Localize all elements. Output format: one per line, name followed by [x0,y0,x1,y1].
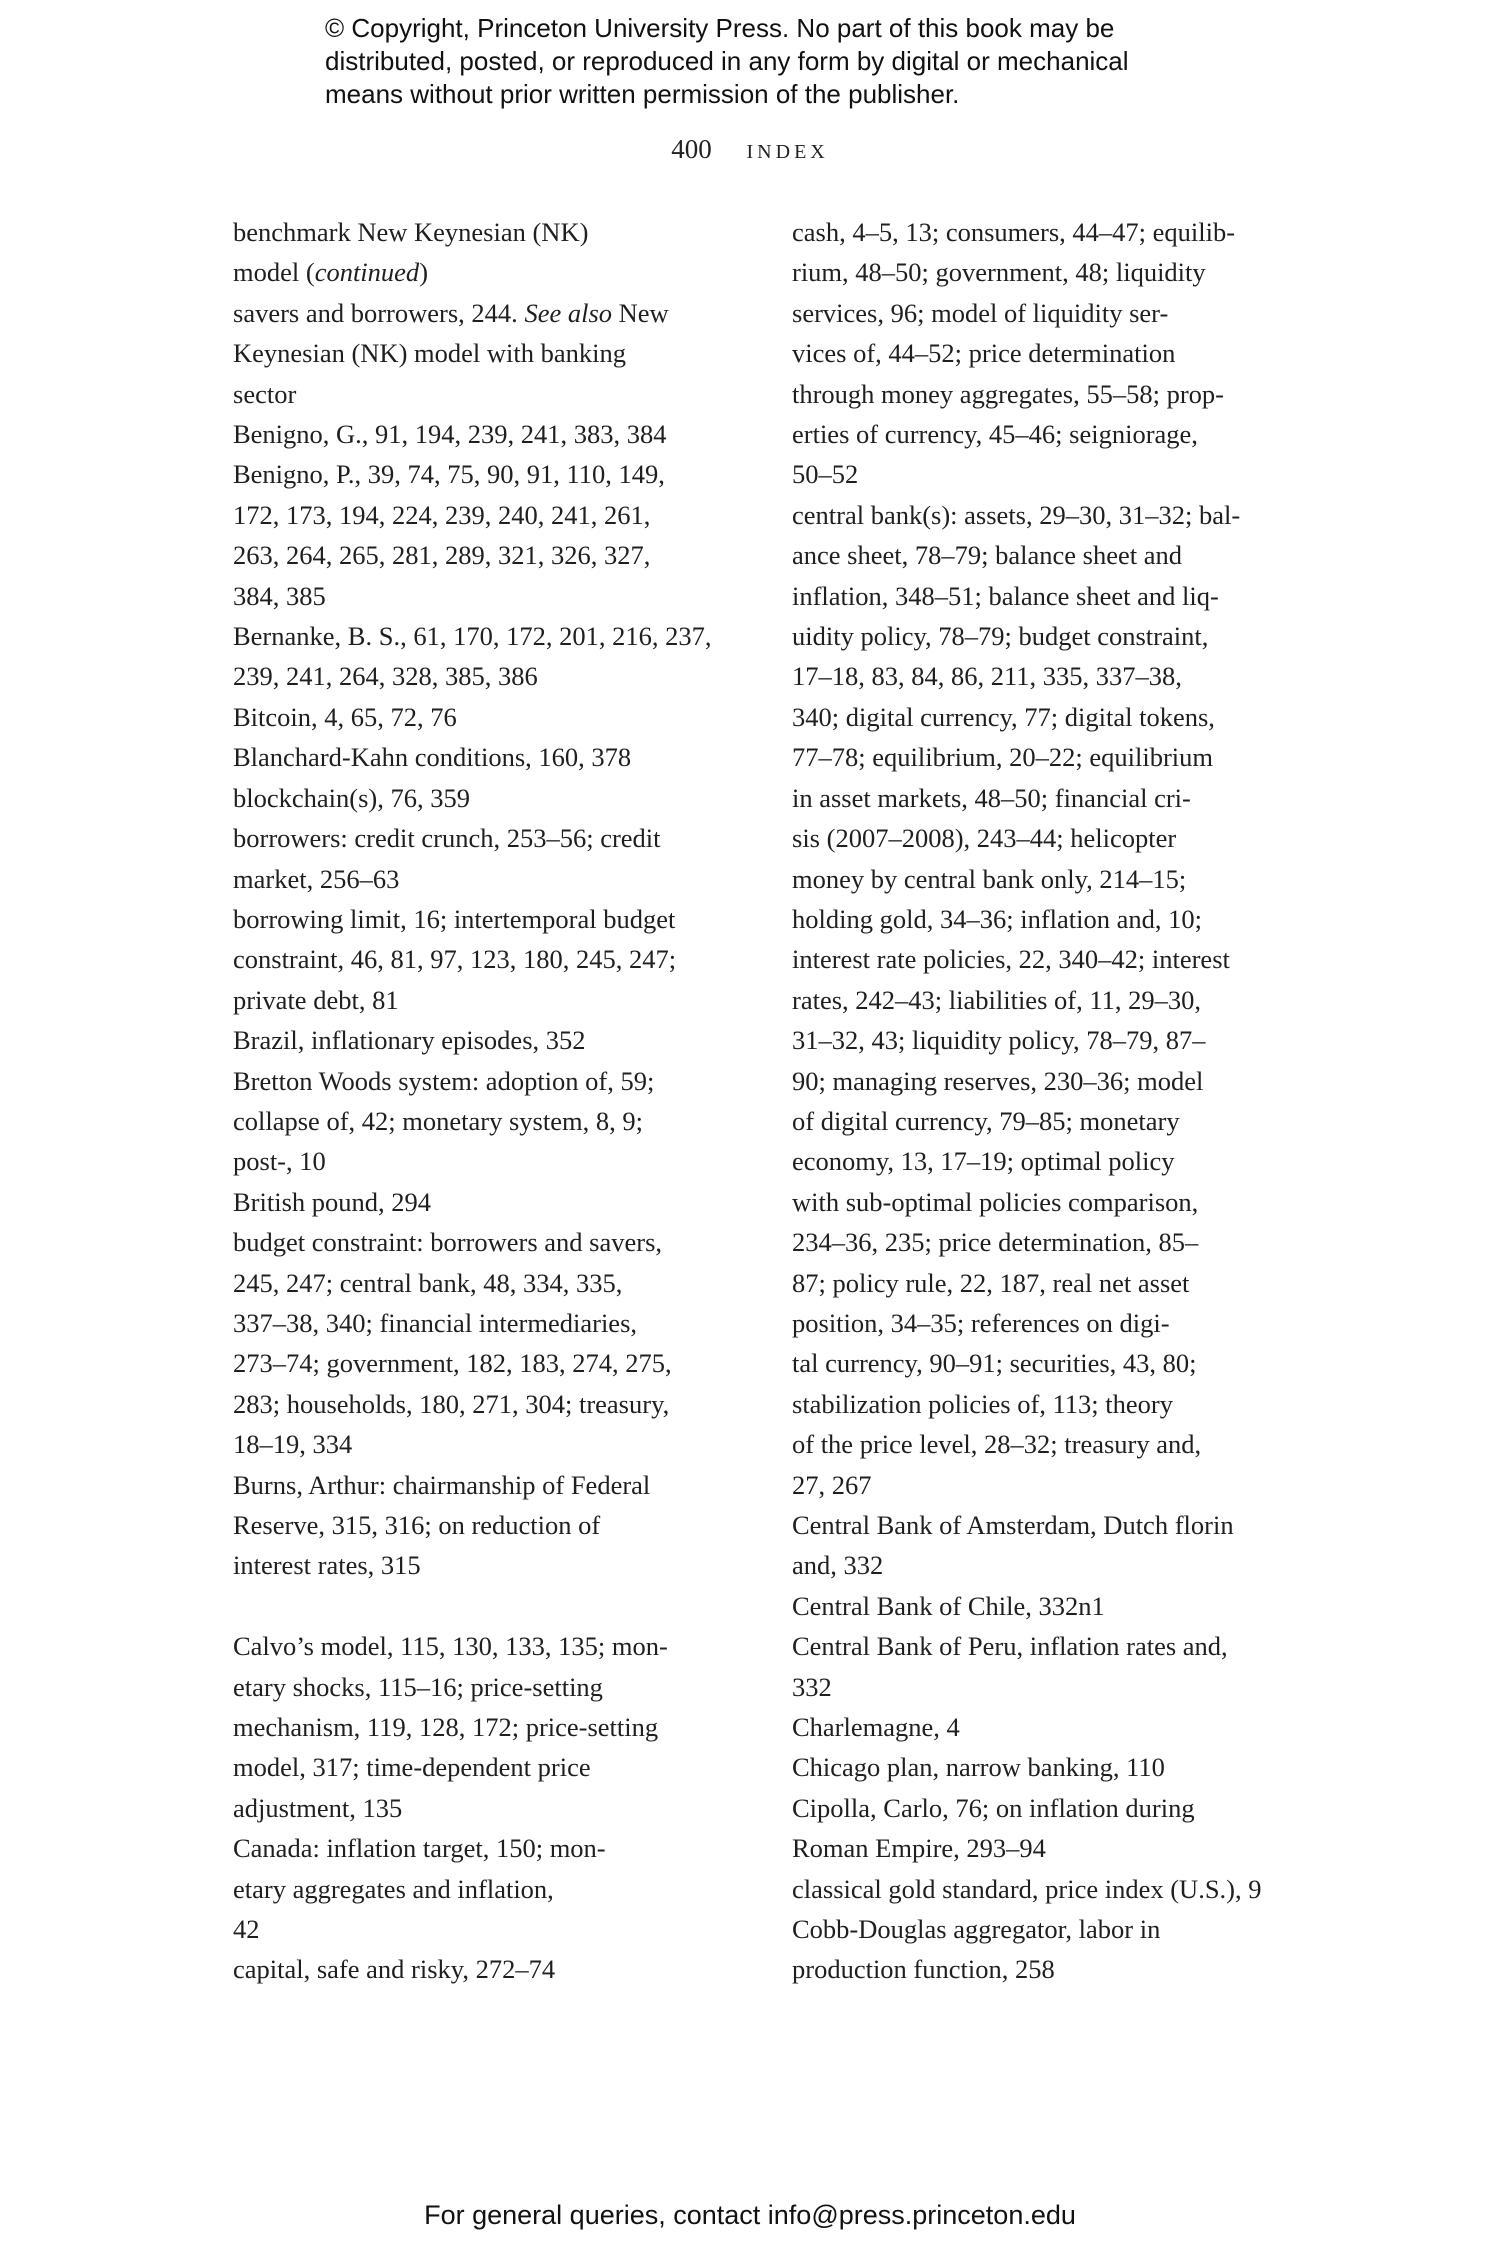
index-entry-continuation: savers and borrowers, 244. See also New [233,297,669,328]
index-entry [233,1020,753,1060]
index-entry-continuation: ance sheet, 78–79; balance sheet and [792,540,1182,571]
index-entry-continuation: Keynesian (NK) model with banking [233,338,626,369]
index-entry-continuation: rium, 48–50; government, 48; liquidity [792,257,1206,288]
index-entry-heading: Calvo’s model, 115, 130, 133, 135; mon- [233,1631,668,1662]
index-entry-continuation: in asset markets, 48–50; financial cri- [792,782,1191,813]
index-entry-continuation: 27, 267 [792,1469,872,1500]
index-entry [233,414,753,454]
index-entry-continuation: Roman Empire, 293–94 [792,1833,1046,1864]
index-entry-continuation: model, 317; time-dependent price [233,1752,591,1783]
index-entry-continuation: constraint, 46, 81, 97, 123, 180, 245, 247; [233,944,677,975]
index-entry-heading: British pound, 294 [233,1186,432,1217]
index-entry [233,1182,753,1222]
index-entry-continuation: etary shocks, 115–16; price-setting [233,1671,603,1702]
section-title: INDEX [746,141,829,163]
index-entry-continuation: 283; households, 180, 271, 304; treasury, [233,1388,670,1419]
index-entry-continuation: 263, 264, 265, 281, 289, 321, 326, 327, [233,540,651,571]
index-entry [233,1465,753,1586]
index-entry-heading: Cipolla, Carlo, 76; on inflation during [792,1792,1195,1823]
index-entry [792,1869,1292,1909]
index-entry-heading: Charlemagne, 4 [792,1712,960,1743]
index-entry-continuation: etary aggregates and inflation, [233,1873,554,1904]
index-entry-continuation: production function, 258 [792,1954,1055,1985]
index-entry [792,1707,1292,1747]
index-entry-heading: Benigno, P., 39, 74, 75, 90, 91, 110, 149, [233,459,665,490]
index-entry-continuation: mechanism, 119, 128, 172; price-setting [233,1712,659,1743]
index-entry [233,1828,753,1949]
running-head [0,134,1500,165]
index-entry [792,495,1292,1505]
index-entry-heading: Blanchard-Kahn conditions, 160, 378 [233,742,632,773]
index-entry-continuation: 90; managing reserves, 230–36; model [792,1065,1204,1096]
index-entry-heading: Central Bank of Chile, 332n1 [792,1590,1105,1621]
footer-contact: For general queries, contact info@press.princeton.edu [424,2200,1076,2230]
index-entry-heading: Benigno, G., 91, 194, 239, 241, 383, 384 [233,419,667,450]
index-entry-continuation: 31–32, 43; liquidity policy, 78–79, 87– [792,1025,1206,1056]
index-entry-continuation: 245, 247; central bank, 48, 334, 335, [233,1267,623,1298]
index-entry-continuation: 340; digital currency, 77; digital tokens, [792,701,1215,732]
copyright-line: © Copyright, Princeton University Press. No part of this book may be [325,13,1115,43]
index-entry-continuation: sector [233,378,297,409]
index-entry-continuation: and, 332 [792,1550,884,1581]
index-entry-continuation: interest rates, 315 [233,1550,421,1581]
index-entry-continuation: model (continued) [233,257,429,288]
index-entry-continuation: uidity policy, 78–79; budget constraint, [792,621,1209,652]
index-entry-continuation: services, 96; model of liquidity ser- [792,297,1169,328]
index-entry-heading: cash, 4–5, 13; consumers, 44–47; equilib- [792,217,1236,247]
index-entry [792,1626,1292,1707]
index-entry-continuation: private debt, 81 [233,984,399,1015]
index-entry-continuation: erties of currency, 45–46; seigniorage, [792,419,1198,450]
index-entry-continuation: economy, 13, 17–19; optimal policy [792,1146,1175,1177]
index-entry-heading: Chicago plan, narrow banking, 110 [792,1752,1165,1783]
index-entry-continuation: money by central bank only, 214–15; [792,863,1187,894]
index-column-right [792,212,1292,1990]
index-entry-continuation: 172, 173, 194, 224, 239, 240, 241, 261, [233,499,651,530]
index-entry-continuation: interest rate policies, 22, 340–42; interest [792,944,1230,975]
index-entry-continuation: tal currency, 90–91; securities, 43, 80; [792,1348,1197,1379]
index-entry-continuation: sis (2007–2008), 243–44; helicopter [792,823,1177,854]
index-entry-heading: borrowers: credit crunch, 253–56; credit [233,823,661,854]
index-entry-heading: borrowing limit, 16; intertemporal budget [233,903,676,934]
index-entry [233,1949,753,1989]
index-entry-continuation: Reserve, 315, 316; on reduction of [233,1510,601,1540]
index-entry [792,1586,1292,1626]
index-entry-continuation: 18–19, 334 [233,1429,353,1460]
index-entry-continuation: market, 256–63 [233,863,400,894]
index-entry-continuation: holding gold, 34–36; inflation and, 10; [792,903,1202,934]
index-entry-heading: Bretton Woods system: adoption of, 59; [233,1065,655,1096]
index-entry-continuation: 384, 385 [233,580,326,611]
index-entry-continuation: 50–52 [792,459,859,490]
index-entry-continuation: vices of, 44–52; price determination [792,338,1176,369]
index-entry [792,1505,1292,1586]
index-entry [233,1061,753,1182]
index-entry-continuation: 77–78; equilibrium, 20–22; equilibrium [792,742,1214,773]
index-entry-heading: Cobb-Douglas aggregator, labor in [792,1914,1161,1945]
index-entry [233,1626,753,1828]
index-entry-continuation: of digital currency, 79–85; monetary [792,1105,1180,1136]
index-entry-continuation: 17–18, 83, 84, 86, 211, 335, 337–38, [792,661,1182,692]
copyright-line: distributed, posted, or reproduced in any form by digital or mechanical [325,46,1129,76]
index-entry [233,454,753,616]
index-entry-heading: Burns, Arthur: chairmanship of Federal [233,1469,651,1500]
index-entry-heading: budget constraint: borrowers and savers, [233,1227,663,1258]
index-entry [792,1788,1292,1869]
index-entry-continuation: 239, 241, 264, 328, 385, 386 [233,661,538,692]
index-entry-continuation: 273–74; government, 182, 183, 274, 275, [233,1348,672,1379]
index-entry [233,778,753,818]
index-entry-continuation: adjustment, 135 [233,1792,403,1823]
index-entry-continuation: position, 34–35; references on digi- [792,1307,1170,1338]
index-entry-continuation: stabilization policies of, 113; theory [792,1388,1173,1419]
index-entry-heading: classical gold standard, price index (U.S.), 9 [792,1873,1262,1904]
index-entry [792,1909,1292,1990]
index-entry-continuation: post-, 10 [233,1146,326,1177]
page-number: 400 [671,134,712,164]
index-entry-continuation: 234–36, 235; price determination, 85– [792,1227,1199,1258]
index-entry-continuation: through money aggregates, 55–58; prop- [792,378,1224,409]
index-entry [233,697,753,737]
index-entry-continuation: with sub-optimal policies comparison, [792,1186,1199,1217]
index-entry-heading: capital, safe and risky, 272–74 [233,1954,556,1985]
letter-group-gap [233,1586,753,1626]
index-entry-heading: Canada: inflation target, 150; mon- [233,1833,606,1864]
index-entry [792,212,1292,495]
index-entry-heading: central bank(s): assets, 29–30, 31–32; bal- [792,499,1241,530]
index-entry [792,1747,1292,1787]
index-entry-continuation: 337–38, 340; financial intermediaries, [233,1307,638,1338]
index-entry [233,1222,753,1464]
index-entry [233,899,753,1020]
index-entry [233,737,753,777]
index-entry-continuation: of the price level, 28–32; treasury and, [792,1429,1202,1460]
index-entry-heading: Central Bank of Amsterdam, Dutch florin [792,1510,1234,1540]
index-entry-continuation: 42 [233,1914,260,1945]
index-entry-continuation: inflation, 348–51; balance sheet and liq- [792,580,1219,611]
index-entry [233,818,753,899]
index-entry-continuation: rates, 242–43; liabilities of, 11, 29–30, [792,984,1201,1015]
index-entry-continuation: 332 [792,1671,832,1702]
copyright-line: means without prior written permission of the publisher. [325,79,960,109]
index-entry-heading: blockchain(s), 76, 359 [233,782,470,813]
index-entry-continuation: 87; policy rule, 22, 187, real net asset [792,1267,1190,1298]
copyright-notice [325,12,1225,111]
index-entry-heading: Brazil, inflationary episodes, 352 [233,1025,586,1056]
index-entry [233,616,753,697]
index-column-left [233,212,753,1990]
index-entry-continuation: collapse of, 42; monetary system, 8, 9; [233,1105,643,1136]
index-entry [233,212,753,414]
index-entry-heading: Bitcoin, 4, 65, 72, 76 [233,701,457,732]
index-entry-heading: Central Bank of Peru, inflation rates and, [792,1631,1228,1662]
index-entry-heading: benchmark New Keynesian (NK) [233,217,589,247]
index-entry-heading: Bernanke, B. S., 61, 170, 172, 201, 216, 237, [233,621,712,652]
